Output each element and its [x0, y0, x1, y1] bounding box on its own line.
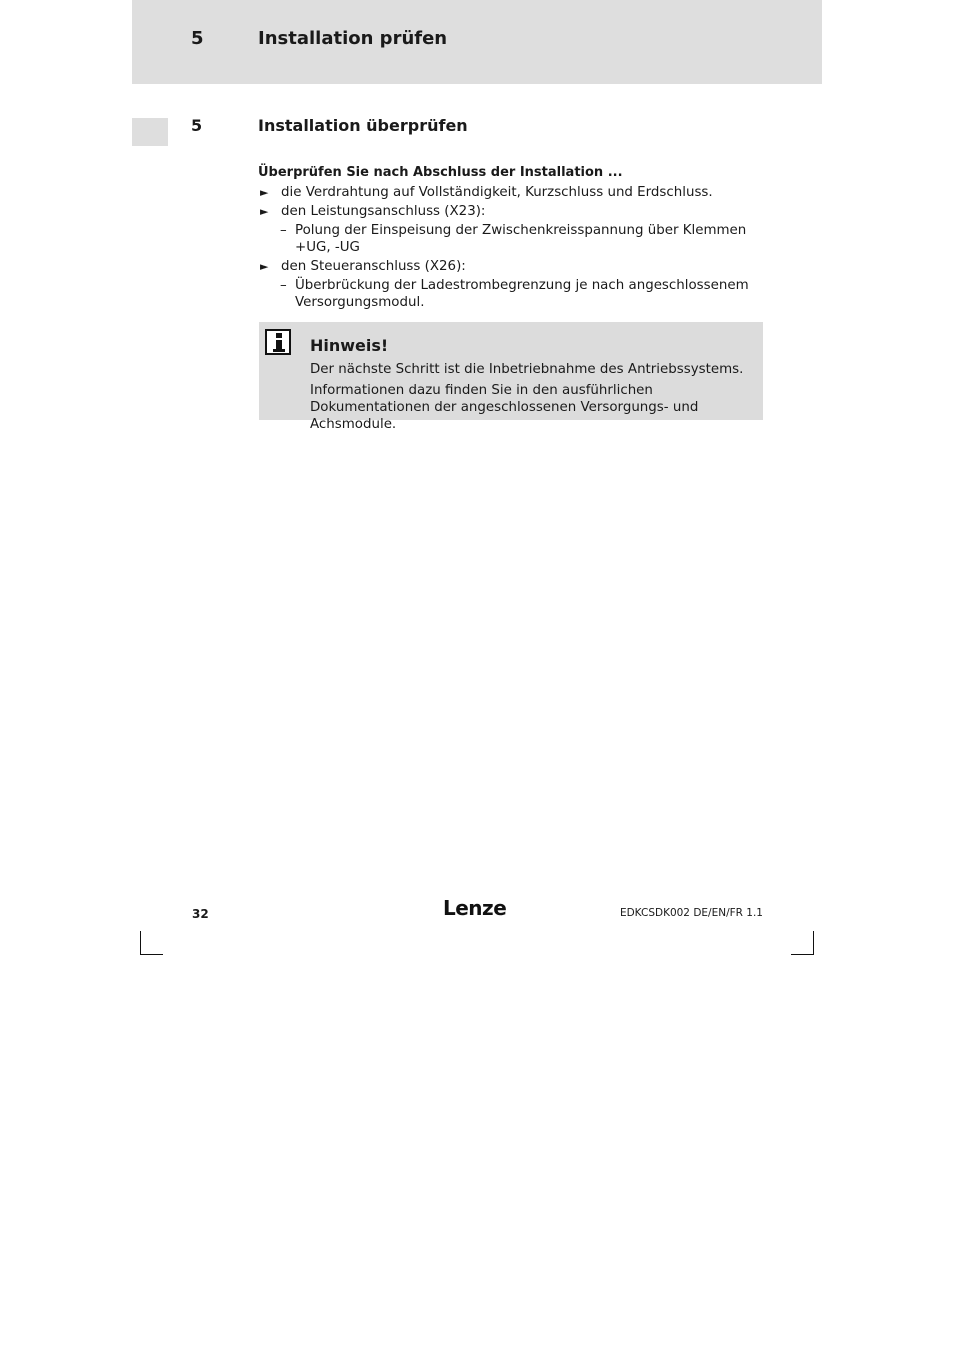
list-item [258, 184, 763, 201]
list-item [258, 203, 763, 220]
note-paragraph: Der nächste Schritt ist die Inbetriebnahme des Antriebssystems. [310, 362, 744, 377]
section-title: Installation überprüfen [258, 116, 468, 135]
note-box [259, 322, 763, 432]
crop-mark-left-horizontal [140, 954, 163, 955]
lenze-logo: Lenze [443, 896, 507, 920]
document-code: EDKCSDK002 DE/EN/FR 1.1 [619, 907, 763, 919]
crop-mark-right-vertical [813, 931, 814, 954]
note-title: Hinweis! [310, 336, 389, 355]
section-marker [132, 118, 168, 146]
list-item-text: die Verdrahtung auf Vollständigkeit, Kurzschluss und Erdschluss. [281, 185, 713, 200]
info-icon [265, 329, 291, 355]
section-number: 5 [191, 116, 203, 135]
sub-list-item [258, 277, 763, 311]
dash-bullet-icon: – [280, 223, 287, 238]
crop-mark-right-horizontal [791, 954, 814, 955]
chapter-number: 5 [191, 28, 204, 49]
arrow-bullet-icon: ► [260, 205, 269, 218]
note-text [310, 361, 755, 437]
arrow-bullet-icon: ► [260, 186, 269, 199]
crop-mark-left-vertical [140, 931, 141, 954]
checklist-intro: Überprüfen Sie nach Abschluss der Installation ... [258, 165, 623, 180]
checklist [258, 164, 763, 313]
sub-list-item-text: Polung der Einspeisung der Zwischenkreisspannung über Klemmen +UG, -UG [295, 223, 747, 255]
list-item-text: den Leistungsanschluss (X23): [281, 204, 486, 219]
chapter-title: Installation prüfen [258, 28, 448, 49]
chapter-header-band [132, 0, 822, 84]
dash-bullet-icon: – [280, 278, 287, 293]
list-item-text: den Steueranschluss (X26): [281, 259, 466, 274]
list-item [258, 258, 763, 275]
page-number: 32 [192, 907, 209, 921]
sub-list-item [258, 222, 763, 256]
note-paragraph: Informationen dazu finden Sie in den ausführlichen Dokumentationen der angeschlossenen Versorgungs- und Achsmodule. [310, 383, 699, 432]
arrow-bullet-icon: ► [260, 260, 269, 273]
sub-list-item-text: Überbrückung der Ladestrombegrenzung je nach angeschlossenem Versorgungsmodul. [295, 278, 749, 310]
